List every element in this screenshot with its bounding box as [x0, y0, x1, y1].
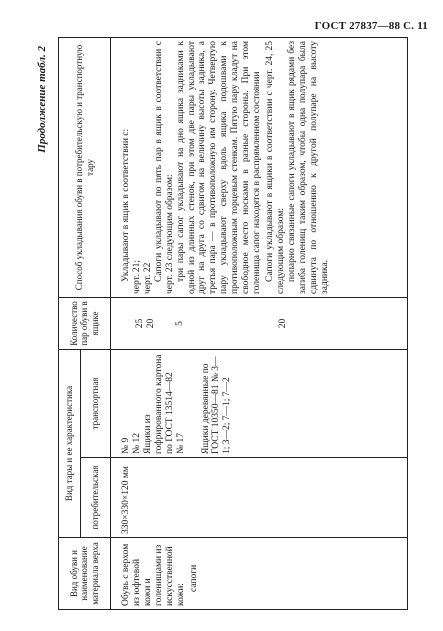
- header-transport: транспортная: [81, 349, 111, 457]
- header-tara-group: Вид тары и ее характеристика: [59, 349, 81, 537]
- consumer-size: 330×330×120 мм: [121, 466, 131, 534]
- cell-transport: [111, 349, 408, 457]
- method-wooden: Сапоги укладывают в ящики в соответствии с черт. 24, 25 следующим образом:: [264, 40, 286, 294]
- rotated-content: [32, 38, 410, 610]
- footwear-type: Обувь с верхом из юфтевой кожи и голенищами из искусственной кожи:: [121, 543, 186, 606]
- transport-cardboard: № 9 № 12 Ящики из гофрированного картона по ГОСТ 13514—82 № 17: [121, 354, 186, 454]
- continuation-label: Продолжение табл. 2: [36, 46, 48, 153]
- qty-cardboard: 25 20: [135, 318, 156, 329]
- cell-name: [111, 538, 408, 610]
- cell-qty: [111, 297, 408, 349]
- header-name: Вид обуви и наименование материала верха: [59, 538, 111, 610]
- transport-wooden: Ящики деревянные по ГОСТ 10350—81 № 3—1; 3—2; 7—1; 7—2: [200, 356, 233, 454]
- standard-table: [58, 37, 408, 610]
- header-qty: Количество пар обуви в ящике: [59, 297, 111, 349]
- method-wooden-detail: попарно связанные сапоги укладывают в ящик рядами без загиба голенищ таким образом, чтобы одна полупара была сдвинута по отношению к другой полупаре на высоту задника.: [286, 40, 330, 294]
- qty-wooden: 20: [277, 318, 288, 329]
- cell-method: [111, 37, 408, 297]
- method-five-pairs-detail: три пары сапог укладывают на дно ящика задниками к одной из длинных стенок, при этом две пары укладывают друг на друга со сдвигом на величину высоты задника, а третья пара — в противоположную им сторону. Четвертую пару укладывают сверху вдоль ящика подошвами к противоположным торцевым стенкам. Пятую пару кладут на свободное место носками в разные стороны. При этом голенища сапог находятся в распрямленном состоянии: [175, 40, 263, 294]
- cell-consumer: [111, 458, 408, 538]
- qty-box17: 5: [174, 321, 185, 326]
- footwear-subtype: сапоги: [188, 564, 199, 592]
- header-method: Способ укладывания обуви в потребительскую и транспортную тару: [59, 37, 111, 297]
- header-consumer: потребительская: [81, 458, 111, 538]
- method-intro: Укладывают в ящик в соответствии с:: [121, 128, 131, 282]
- method-five-pairs: Сапоги укладывают по пять пар в ящик в соответствии с черт. 23 следующим образом:: [153, 40, 175, 294]
- method-drawings: черт. 21; черт. 22: [131, 260, 153, 294]
- page-header: ГОСТ 27837—88 С. 11: [314, 20, 428, 32]
